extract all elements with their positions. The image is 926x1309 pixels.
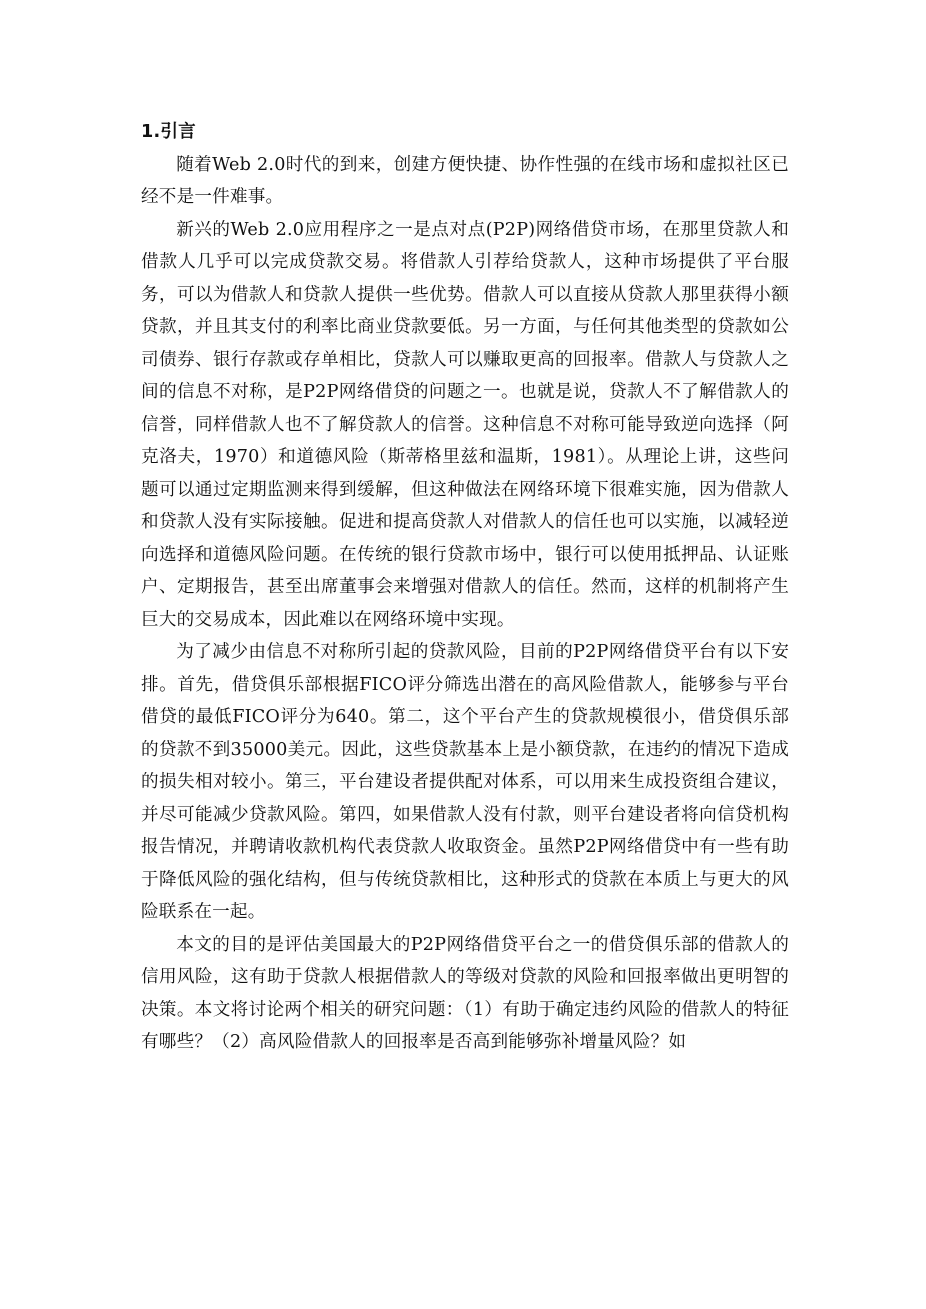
paragraph-risk-arrangements: 为了减少由信息不对称所引起的贷款风险，目前的P2P网络借贷平台有以下安排。首先，借贷俱乐部根据FICO评分筛选出潜在的高风险借款人，能够参与平台借贷的最低FICO评分为640。第二，这个平台产生的贷款规模很小，借贷俱乐部的贷款不到35000美元。因此，这些贷款基本上是小额贷款，在违约的情况下造成的损失相对较小。第三，平台建设者提供配对体系，可以用来生成投资组合建议，并尽可能减少贷款风险。第四，如果借款人没有付款，则平台建设者将向信贷机构报告情况，并聘请收款机构代表贷款人收取资金。虽然P2P网络借贷中有一些有助于降低风险的强化结构，但与传统贷款相比，这种形式的贷款在本质上与更大的风险联系在一起。	[141, 642, 789, 922]
document-body	[141, 116, 789, 1059]
section-heading: 1.引言	[141, 122, 196, 142]
paragraph-web2-intro: 随着Web 2.0时代的到来，创建方便快捷、协作性强的在线市场和虚拟社区已经不是一件难事。	[141, 154, 789, 207]
paragraph-research-purpose: 本文的目的是评估美国最大的P2P网络借贷平台之一的借贷俱乐部的借款人的信用风险，这有助于贷款人根据借款人的等级对贷款的风险和回报率做出更明智的决策。本文将讨论两个相关的研究问题：（1）有助于确定违约风险的借款人的特征有哪些？（2）高风险借款人的回报率是否高到能够弥补增量风险？如	[141, 934, 789, 1052]
paragraph-p2p-market: 新兴的Web 2.0应用程序之一是点对点(P2P)网络借贷市场，在那里贷款人和借款人几乎可以完成贷款交易。将借款人引荐给贷款人，这种市场提供了平台服务，可以为借款人和贷款人提供一些优势。借款人可以直接从贷款人那里获得小额贷款，并且其支付的利率比商业贷款要低。另一方面，与任何其他类型的贷款如公司债券、银行存款或存单相比，贷款人可以赚取更高的回报率。借款人与贷款人之间的信息不对称，是P2P网络借贷的问题之一。也就是说，贷款人不了解借款人的信誉，同样借款人也不了解贷款人的信誉。这种信息不对称可能导致逆向选择（阿克洛夫，1970）和道德风险（斯蒂格里兹和温斯，1981）。从理论上讲，这些问题可以通过定期监测来得到缓解，但这种做法在网络环境下很难实施，因为借款人和贷款人没有实际接触。促进和提高贷款人对借款人的信任也可以实施，以减轻逆向选择和道德风险问题。在传统的银行贷款市场中，银行可以使用抵押品、认证账户、定期报告，甚至出席董事会来增强对借款人的信任。然而，这样的机制将产生巨大的交易成本，因此难以在网络环境中实现。	[141, 219, 789, 630]
